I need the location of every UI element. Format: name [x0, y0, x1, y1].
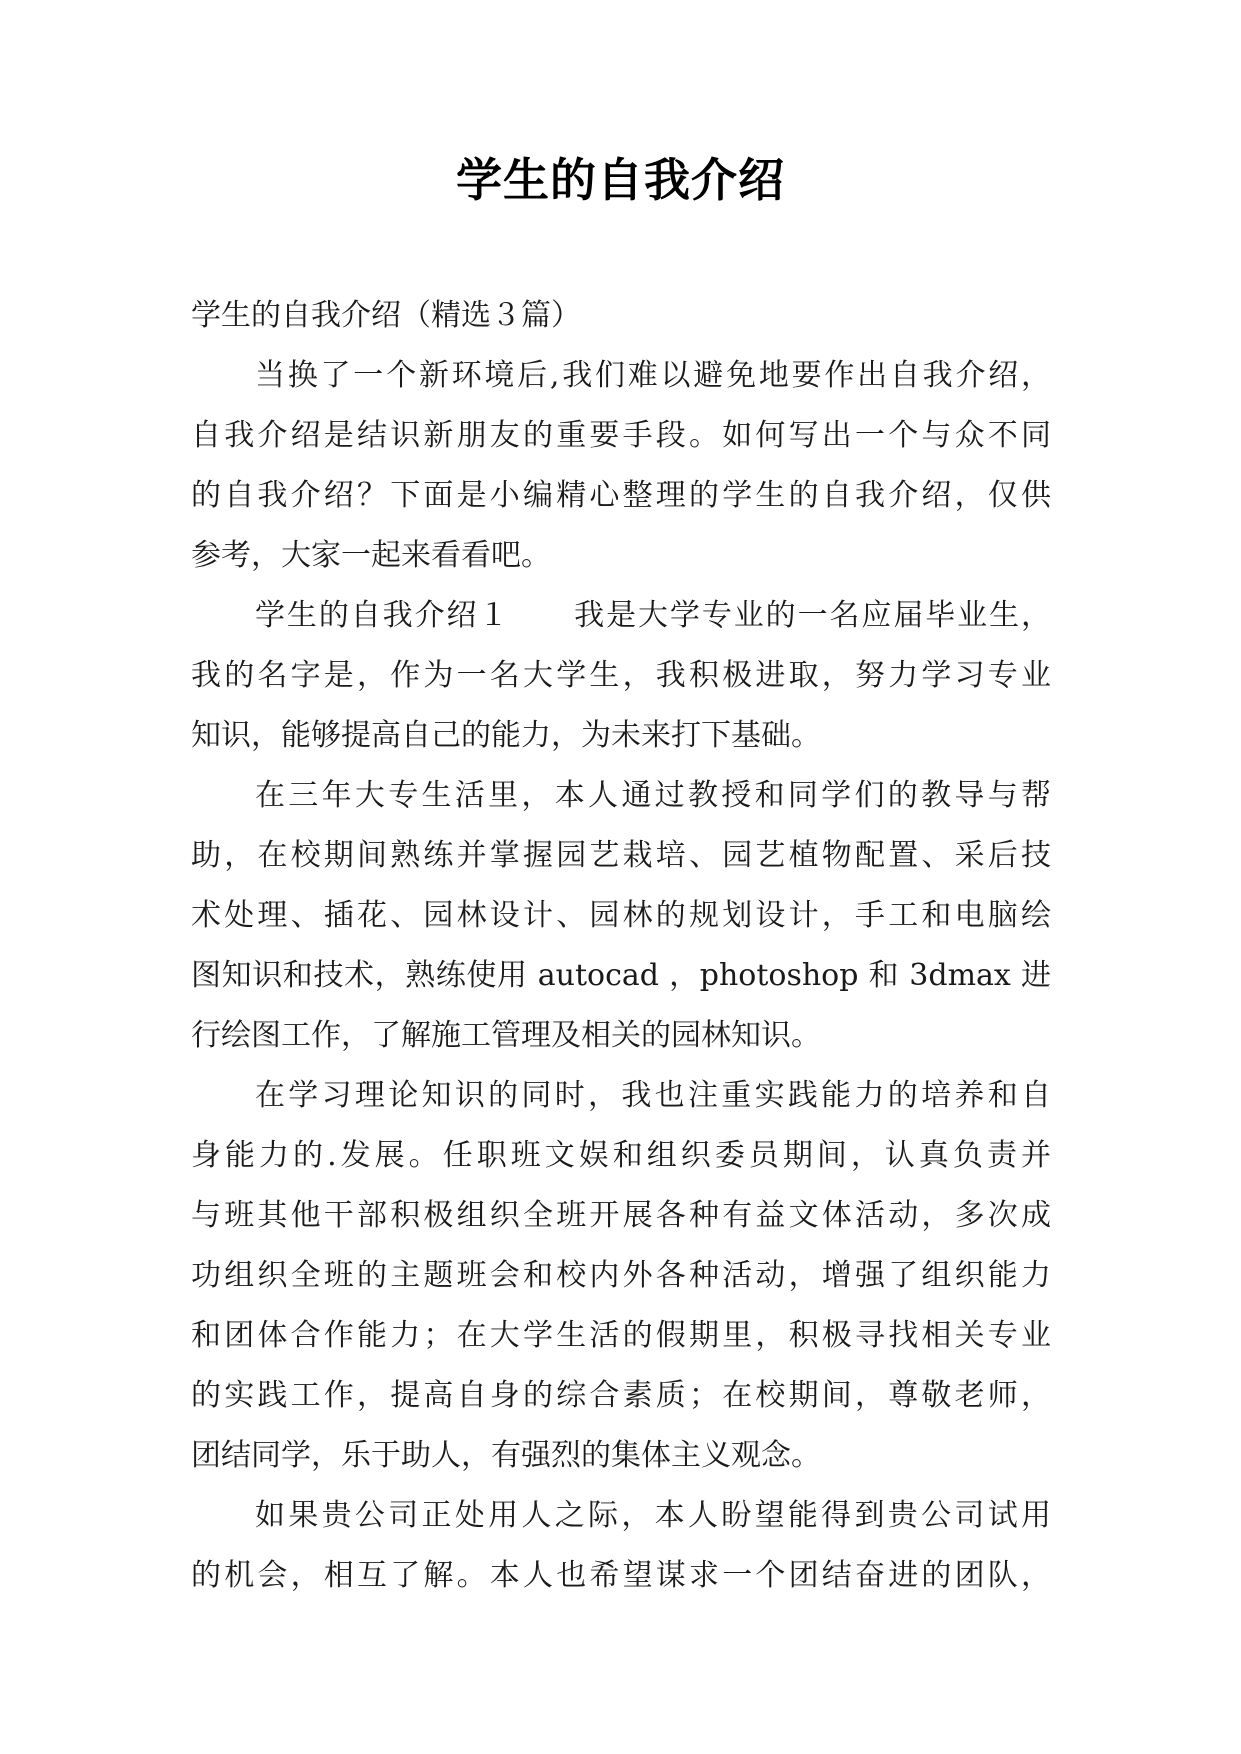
text-line: 和团体合作能力；在大学生活的假期里，积极寻找相关专业: [191, 1318, 1051, 1353]
text-line: 如果贵公司正处用人之际，本人盼望能得到贵公司试用: [255, 1498, 1051, 1533]
text-line: 的机会，相互了解。本人也希望谋求一个团结奋进的团队，: [191, 1558, 1051, 1593]
text-line: 学生的自我介绍１ 我是大学专业的一名应届毕业生，: [255, 598, 1051, 633]
text-line: 行绘图工作，了解施工管理及相关的园林知识。: [191, 1018, 821, 1053]
text-line: 学生的自我介绍（精选３篇）: [191, 298, 581, 333]
document-body: [191, 286, 1051, 1606]
text-line: 助，在校期间熟练并掌握园艺栽培、园艺植物配置、采后技: [191, 838, 1051, 873]
text-line: 功组织全班的主题班会和校内外各种活动，增强了组织能力: [191, 1258, 1051, 1293]
text-line: 在学习理论知识的同时，我也注重实践能力的培养和自: [255, 1078, 1051, 1113]
text-line: 身能力的.发展。任职班文娱和组织委员期间，认真负责并: [191, 1138, 1051, 1173]
text-line: 的自我介绍？下面是小编精心整理的学生的自我介绍，仅供: [191, 478, 1051, 513]
text-line: 图知识和技术，熟练使用 autocad ，photoshop 和 3dmax 进: [191, 958, 1051, 993]
text-line: 当换了一个新环境后,我们难以避免地要作出自我介绍，: [255, 358, 1051, 393]
document-title: 学生的自我介绍: [456, 153, 785, 207]
text-line: 参考，大家一起来看看吧。: [191, 538, 551, 573]
text-line: 知识，能够提高自己的能力，为未来打下基础。: [191, 718, 821, 753]
text-line: 自我介绍是结识新朋友的重要手段。如何写出一个与众不同: [191, 418, 1051, 453]
text-line: 与班其他干部积极组织全班开展各种有益文体活动，多次成: [191, 1198, 1051, 1233]
text-line: 团结同学，乐于助人，有强烈的集体主义观念。: [191, 1438, 821, 1473]
text-line: 术处理、插花、园林设计、园林的规划设计，手工和电脑绘: [191, 898, 1051, 933]
text-line: 我的名字是，作为一名大学生，我积极进取，努力学习专业: [191, 658, 1051, 693]
text-line: 的实践工作，提高自身的综合素质；在校期间，尊敬老师，: [191, 1378, 1051, 1413]
text-line: 在三年大专生活里，本人通过教授和同学们的教导与帮: [255, 778, 1051, 813]
